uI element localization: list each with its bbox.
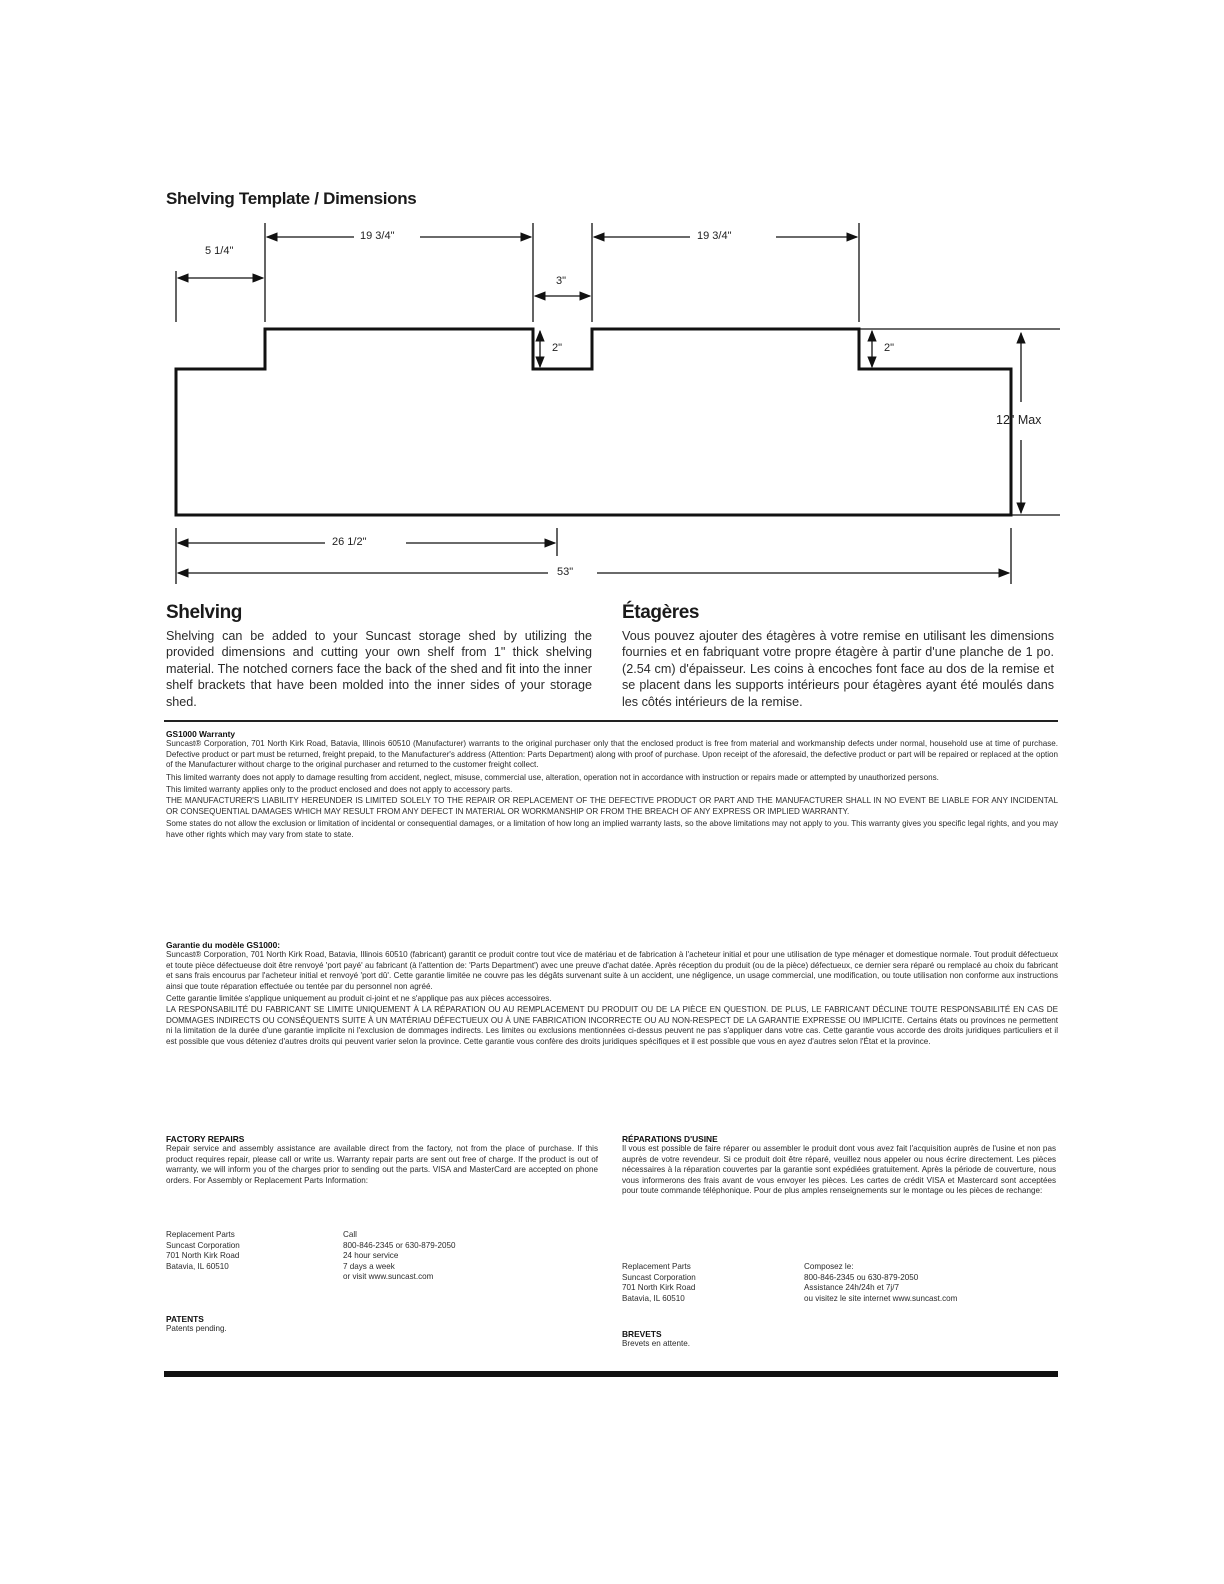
address-line: Suncast Corporation bbox=[166, 1240, 240, 1250]
factory-heading-en: FACTORY REPAIRS bbox=[166, 1134, 245, 1144]
patents-heading-fr: BREVETS bbox=[622, 1329, 662, 1339]
dim-19-34-right: 19 3/4" bbox=[697, 230, 732, 242]
address-fr bbox=[622, 1262, 792, 1304]
factory-heading-fr: RÉPARATIONS D'USINE bbox=[622, 1134, 718, 1144]
dim-5-14: 5 1/4" bbox=[205, 245, 234, 257]
address-line: 701 North Kirk Road bbox=[622, 1283, 696, 1293]
address-line: Replacement Parts bbox=[166, 1230, 235, 1239]
page-title: Shelving Template / Dimensions bbox=[166, 189, 417, 208]
warranty-en-p4: THE MANUFACTURER'S LIABILITY HEREUNDER IS LIMITED SOLELY TO THE REPAIR OR REPLACEMENT OF THE DEFECTIVE PRODUCT OR PART AND THE MANUFACTURER SHALL IN NO EVENT BE LIABLE FOR ANY INCIDENTAL OR CONSEQUENTIAL DAMAGES WHICH MAY RESULT FROM ANY DEFECT IN MATERIAL OR WORKMANSHIP OR FROM THE BREACH OF ANY EXPRESS OR IMPLIED WARRANTY. bbox=[166, 795, 1058, 816]
contact-line: Assistance 24h/24h et 7j/7 bbox=[804, 1283, 899, 1293]
warranty-fr-p3: LA RESPONSABILITÉ DU FABRICANT SE LIMITE UNIQUEMENT À LA RÉPARATION OU AU REMPLACEMENT DU PRODUIT OU DE LA PIÈCE EN QUESTION. DE PLUS, LE FABRICANT DÉCLINE TOUTE RESPONSABILITÉ EN CAS DE DOMMAGES INDIRECTS OU CONSÉQUENTS SUITE À UN MATÉRIAU DÉFECTUEUX OU À UNE FABRICATION INCORRECTE OU AU NON-RESPECT DE LA GARANTIE EXPRESSE OU IMPLICITE. Certains états ou provinces ne permettent ni la limitation de la durée d'une garantie implicite ni l'exclusion de dommages indirects. Les limites ou exclusions mentionnées ci-dessus peuvent ne pas s'appliquer dans votre cas. Cette garantie vous accorde des droits juridiques particuliers et il est possible que vous déteniez d'autres droits qui peuvent varier selon la province. Cette garantie vous confère des droits juridiques spécifiques et il est possible que vous en ayez d'autres selon l'État et la province. bbox=[166, 1004, 1058, 1046]
contact-line: or visit www.suncast.com bbox=[343, 1272, 434, 1282]
contact-line: 24 hour service bbox=[343, 1251, 399, 1261]
dim-19-34-left: 19 3/4" bbox=[360, 230, 395, 242]
patents-text-fr: Brevets en attente. bbox=[622, 1339, 690, 1348]
dim-2-right: 2" bbox=[884, 342, 895, 354]
address-line: Suncast Corporation bbox=[622, 1272, 696, 1282]
shelf-diagram bbox=[0, 0, 1224, 600]
warranty-en-p3: This limited warranty applies only to the product enclosed and does not apply to accessory parts. bbox=[166, 785, 513, 795]
warranty-heading-en: GS1000 Warranty bbox=[166, 729, 236, 739]
factory-repairs-en bbox=[166, 1134, 598, 1186]
patents-fr bbox=[622, 1329, 690, 1350]
address-line: Batavia, IL 60510 bbox=[622, 1293, 685, 1303]
dim-12-max: 12" Max bbox=[996, 413, 1042, 427]
dim-26-12: 26 1/2" bbox=[332, 536, 367, 548]
factory-repairs-fr bbox=[622, 1134, 1056, 1197]
dim-53: 53" bbox=[557, 566, 574, 578]
bottom-rule bbox=[164, 1371, 1058, 1377]
patents-en bbox=[166, 1314, 227, 1335]
contact-line: Call bbox=[343, 1230, 357, 1239]
warranty-fr bbox=[166, 940, 1058, 1047]
warranty-fr-p2: Cette garantie limitée s'applique uniquement au produit ci-joint et ne s'applique pas aux pièces accessoires. bbox=[166, 994, 552, 1004]
address-line: Batavia, IL 60510 bbox=[166, 1261, 229, 1271]
shelving-heading-en: Shelving bbox=[166, 602, 242, 623]
shelving-text-fr: Vous pouvez ajouter des étagères à votre remise en utilisant les dimensions fournies et en fabriquant votre propre étagère à partir d'une planche de 1 po. (2.54 cm) d'épaisseur. Les coins à encoches font face au dos de la remise et se placent dans les supports intérieurs pour étagères ayant été moulés dans les côtés intérieurs de la remise. bbox=[622, 629, 1054, 709]
address-line: Replacement Parts bbox=[622, 1262, 691, 1271]
shelf-outline bbox=[176, 329, 1011, 515]
contact-en bbox=[343, 1230, 593, 1283]
contact-line: ou visitez le site internet www.suncast.com bbox=[804, 1293, 958, 1303]
contact-line: Composez le: bbox=[804, 1262, 854, 1271]
shelving-heading-fr: Étagères bbox=[622, 602, 700, 623]
contact-line: 7 days a week bbox=[343, 1261, 395, 1271]
warranty-en-p1: Suncast® Corporation, 701 North Kirk Road, Batavia, Illinois 60510 (Manufacturer) warrants to the original purchaser only that the enclosed product is free from material and workmanship defects under normal, household use at time of purchase. Defective product or part must be returned, freight prepaid, to the Manufacturer's address (Attention: Parts Department) along with proof of purchase. Upon receipt of the aforesaid, the defective product or part will be repaired or replaced at the option of the Manufacturer without charge to the original purchaser and returned to the customer freight collect. bbox=[166, 739, 1058, 770]
warranty-en-p5: Some states do not allow the exclusion or limitation of incidental or consequential damages, or a limitation of how long an implied warranty lasts, so the above limitations may not apply to you. This warranty gives you specific legal rights, and you may have other rights which may vary from state to state. bbox=[166, 819, 1058, 839]
address-en bbox=[166, 1230, 336, 1272]
dim-2-left: 2" bbox=[552, 342, 563, 354]
warranty-en bbox=[166, 729, 1058, 840]
patents-text-en: Patents pending. bbox=[166, 1324, 227, 1333]
shelving-text-en: Shelving can be added to your Suncast storage shed by utilizing the provided dimensions and cutting your own shelf from 1" thick shelving material. The notched corners face the back of the shed and fit into the inner shelf brackets that have been molded into the inner sides of your storage shed. bbox=[166, 629, 592, 709]
patents-heading-en: PATENTS bbox=[166, 1314, 204, 1324]
warranty-heading-fr: Garantie du modèle GS1000: bbox=[166, 940, 281, 950]
warranty-en-p2: This limited warranty does not apply to damage resulting from accident, neglect, misuse, commercial use, alteration, operation not in accordance with instruction or repairs made or attempted by unauthorized persons. bbox=[166, 772, 939, 782]
contact-fr bbox=[804, 1262, 1056, 1304]
factory-text-en: Repair service and assembly assistance are available direct from the factory, not from the place of purchase. If this product requires repair, please call or write us. Warranty repair parts are sent out free of charge. If the product is out of warranty, we will inform you of the charges prior to sending out the parts. VISA and MasterCard are accepted on phone orders. For Assembly or Replacement Parts Information: bbox=[166, 1144, 598, 1185]
section-divider bbox=[164, 720, 1058, 722]
factory-text-fr: Il vous est possible de faire réparer ou assembler le produit dont vous avez fait l'acquisition auprès de l'usine et non pas auprès de votre revendeur. Si ce produit doit être réparé, veuillez nous appeler ou nous écrire directement. Les pièces nécessaires à la réparation couvertes par la garantie sont expédiées gratuitement. Après la période de couverture, nous vous informerons des frais avant de vous envoyer les pièces. Les cartes de crédit VISA et Mastercard sont acceptées pour toute commande téléphonique. Pour de plus amples renseignements sur le montage ou les pièces de rechange: bbox=[622, 1144, 1056, 1196]
contact-line: 800-846-2345 or 630-879-2050 bbox=[343, 1240, 456, 1250]
contact-line: 800-846-2345 ou 630-879-2050 bbox=[804, 1272, 919, 1282]
dim-3: 3" bbox=[556, 275, 567, 287]
warranty-fr-p1: Suncast® Corporation, 701 North Kirk Road, Batavia, Illinois 60510 (fabricant) garantit ce produit contre tout vice de matériau et de fabrication à l'acheteur initial et pour une utilisation de type ménager et domestique normale. Tout produit défectueux et toute pièce défectueuse doit être renvoyé 'port payé' au fabricant (à l'attention de: 'Parts Department') avec une preuve d'achat datée. Après réception du produit (ou de la pièce) défectueux, ce dernier sera réparé ou remplacé au choix du fabricant et sans frais encourus par l'acheteur initial et renvoyé 'port dû'. Cette garantie limitée ne couvre pas les dégâts survenant suite à un accident, une négligence, un usage commercial, une modification, ou toute utilisation non conforme aux instructions ainsi que toute réparation effectuée ou tentée par du personnel non agréé. bbox=[166, 950, 1058, 991]
address-line: 701 North Kirk Road bbox=[166, 1251, 240, 1261]
